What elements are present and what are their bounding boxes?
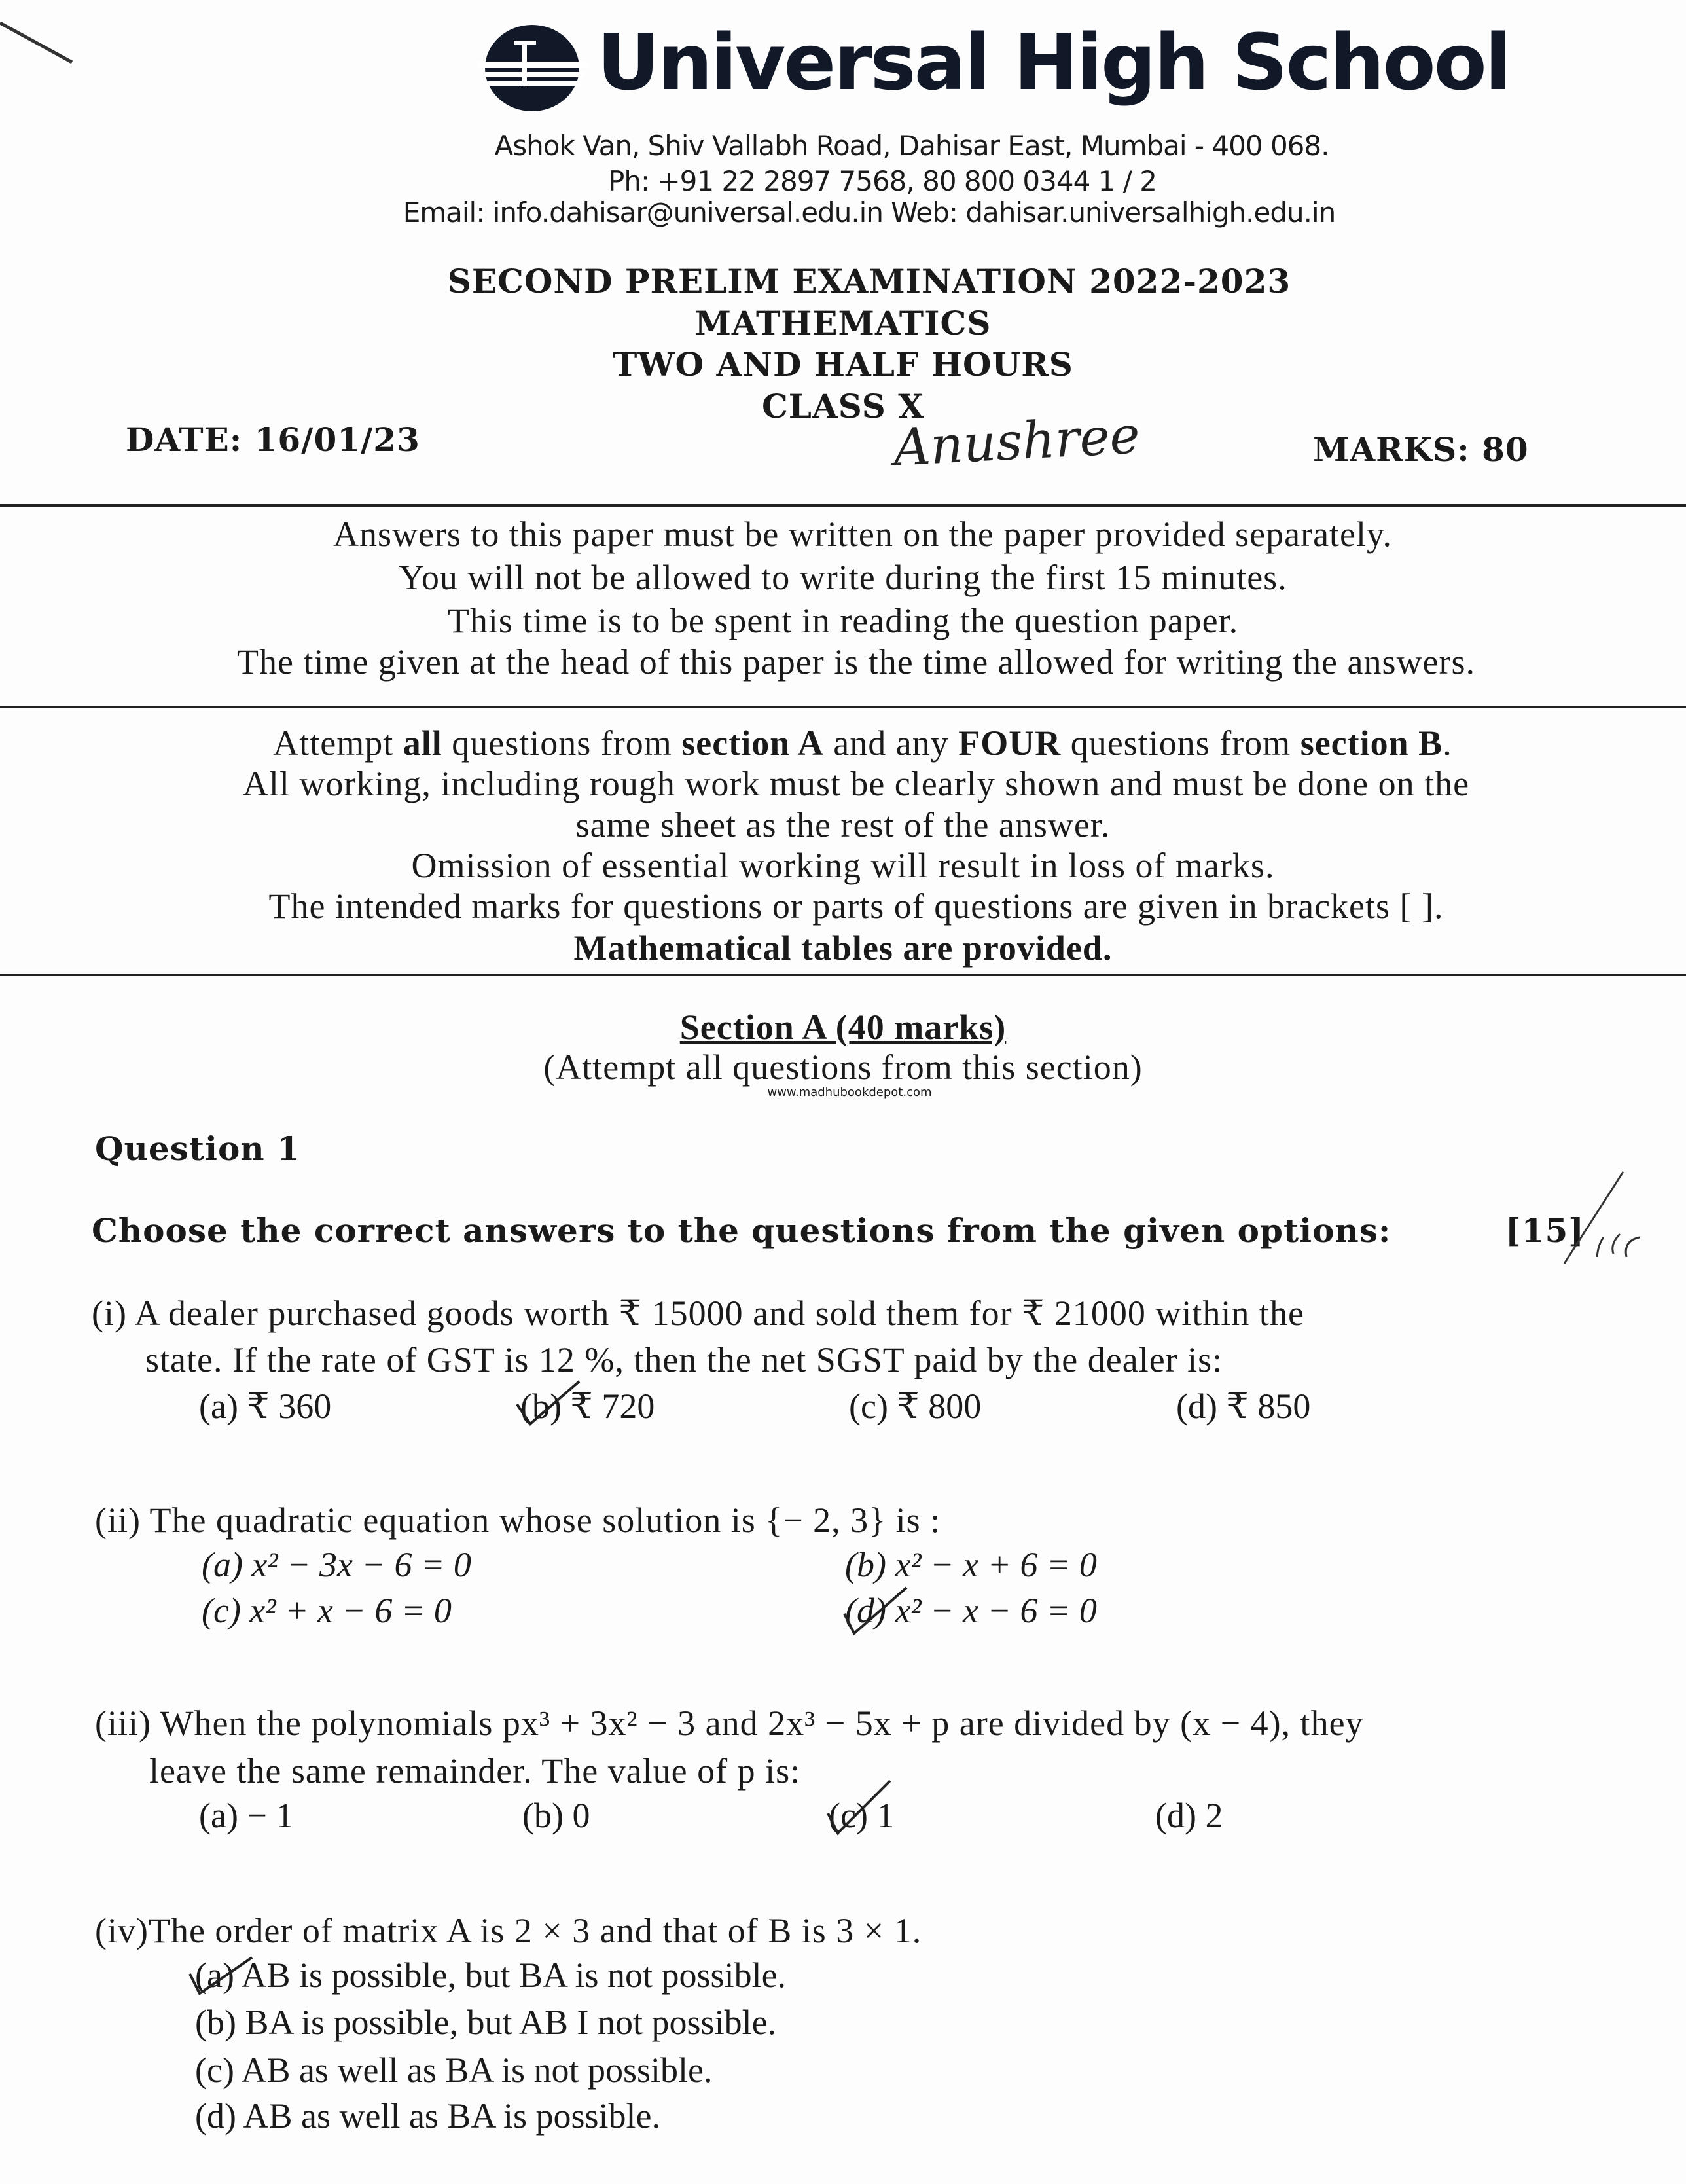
option-b: (b) x² − x + 6 = 0	[845, 1545, 1097, 1584]
question-marks: [15]	[1505, 1211, 1585, 1250]
option-b: (b) ₹ 720	[520, 1387, 655, 1426]
handwritten-signature: Anushree	[891, 406, 1141, 478]
option-c: (c) 1	[829, 1796, 895, 1835]
tick-mark-icon	[187, 1954, 259, 2000]
option-a: (a) x² − 3x − 6 = 0	[202, 1545, 471, 1584]
question-text: (ii) The quadratic equation whose solution is {− 2, 3} is :	[95, 1501, 941, 1540]
instruction-line: Attempt all questions from section A and any FOUR questions from section B.	[273, 723, 1452, 763]
exam-class: CLASS X	[761, 387, 925, 426]
tick-mark-icon	[514, 1378, 586, 1430]
instruction-line: The intended marks for questions or parts of questions are given in brackets [ ].	[268, 886, 1444, 926]
option-b: (b) BA is possible, but AB I not possible.	[195, 2003, 777, 2042]
option-c: (c) AB as well as BA is not possible.	[195, 2050, 713, 2090]
option-d: (d) 2	[1155, 1796, 1223, 1835]
question-text: (iv)The order of matrix A is 2 × 3 and that of B is 3 × 1.	[95, 1911, 922, 1950]
instruction-line: This time is to be spent in reading the question paper.	[447, 601, 1239, 640]
school-name: Universal High School	[597, 17, 1510, 107]
question-label: Question 1	[95, 1129, 300, 1168]
instruction-line: All working, including rough work must be clearly shown and must be done on the	[242, 764, 1470, 803]
option-a: (a) − 1	[199, 1796, 294, 1835]
exam-date: DATE: 16/01/23	[126, 420, 420, 459]
instruction-line: same sheet as the rest of the answer.	[575, 805, 1111, 845]
option-c: (c) ₹ 800	[849, 1387, 982, 1426]
option-d: (d) x² − x − 6 = 0	[845, 1591, 1097, 1630]
tick-mark-icon	[825, 1777, 897, 1836]
instruction-line: Mathematical tables are provided.	[573, 928, 1113, 968]
tick-mark-icon	[841, 1584, 913, 1637]
question-instruction: Choose the correct answers to the questions from the given options:	[92, 1211, 1391, 1250]
question-text: (i) A dealer purchased goods worth ₹ 15000 and sold them for ₹ 21000 within the	[92, 1294, 1304, 1333]
exam-duration: TWO AND HALF HOURS	[613, 345, 1073, 384]
question-text: leave the same remainder. The value of p is:	[149, 1751, 801, 1791]
section-subtitle: (Attempt all questions from this section)	[543, 1047, 1143, 1087]
school-email-web: Email: info.dahisar@universal.edu.in Web: dahisar.universalhigh.edu.in	[403, 196, 1336, 228]
school-logo-icon	[475, 21, 592, 113]
exam-subject: MATHEMATICS	[694, 304, 992, 342]
option-c: (c) x² + x − 6 = 0	[202, 1591, 452, 1630]
handwritten-score-mark	[1558, 1165, 1649, 1277]
question-text: (iii) When the polynomials px³ + 3x² − 3 and 2x³ − 5x + p are divided by (x − 4), they	[95, 1703, 1364, 1743]
school-address: Ashok Van, Shiv Vallabh Road, Dahisar East, Mumbai - 400 068.	[494, 130, 1329, 162]
school-phone: Ph: +91 22 2897 7568, 80 800 0344 1 / 2	[608, 165, 1157, 197]
instruction-line: The time given at the head of this paper is the time allowed for writing the answers.	[237, 642, 1475, 682]
divider	[0, 974, 1686, 976]
section-title: Section A (40 marks)	[679, 1008, 1007, 1047]
instruction-line: You will not be allowed to write during the first 15 minutes.	[399, 558, 1287, 597]
scan-mark-decoration	[0, 20, 79, 72]
exam-marks: MARKS: 80	[1313, 430, 1529, 469]
option-a: (a) ₹ 360	[199, 1387, 332, 1426]
option-d: (d) AB as well as BA is possible.	[195, 2096, 660, 2136]
option-a: (a) AB is possible, but BA is not possible.	[195, 1956, 787, 1995]
option-b: (b) 0	[522, 1796, 590, 1835]
exam-title: SECOND PRELIM EXAMINATION 2022-2023	[447, 262, 1291, 300]
option-d: (d) ₹ 850	[1176, 1387, 1311, 1426]
question-text: state. If the rate of GST is 12 %, then the net SGST paid by the dealer is:	[145, 1340, 1223, 1379]
instruction-line: Answers to this paper must be written on the paper provided separately.	[332, 515, 1393, 554]
divider	[0, 706, 1686, 708]
divider	[0, 504, 1686, 507]
instruction-line: Omission of essential working will result in loss of marks.	[411, 846, 1275, 885]
watermark: www.madhubookdepot.com	[767, 1085, 932, 1099]
